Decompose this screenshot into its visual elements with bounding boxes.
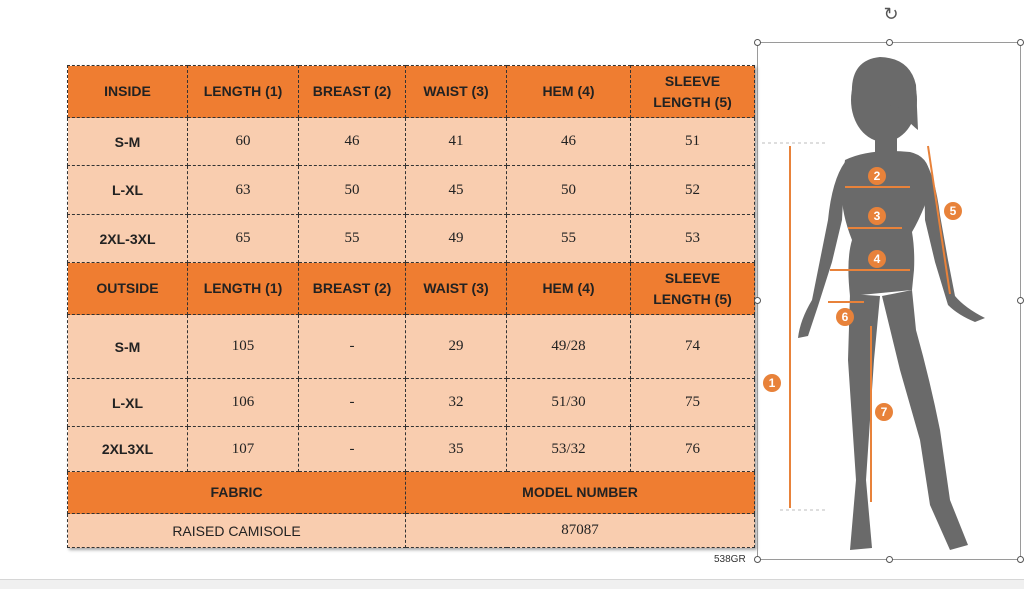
waist-value: 41 bbox=[406, 118, 507, 166]
marker-4-label: 4 bbox=[873, 252, 881, 266]
header-length: LENGTH (1) bbox=[188, 66, 299, 118]
hem-value: 46 bbox=[507, 118, 631, 166]
size-label: S-M bbox=[68, 118, 188, 166]
sleeve-value: 52 bbox=[631, 166, 755, 215]
body-measurement-figure bbox=[757, 0, 1024, 580]
header-sleeve-line1: SLEEVE bbox=[664, 269, 721, 286]
header-sleeve-line2: LENGTH (5) bbox=[653, 290, 732, 307]
inside-header-row bbox=[68, 66, 755, 118]
sleeve-value: 76 bbox=[631, 427, 755, 472]
waist-value: 45 bbox=[406, 166, 507, 215]
marker-2-label: 2 bbox=[873, 169, 881, 183]
header-sleeve-line2: LENGTH (5) bbox=[653, 93, 732, 110]
hem-value: 53/32 bbox=[507, 427, 631, 472]
marker-6-label: 6 bbox=[841, 310, 849, 324]
sleeve-value: 53 bbox=[631, 215, 755, 263]
length-value: 63 bbox=[188, 166, 299, 215]
breast-value: - bbox=[299, 315, 406, 379]
hem-value: 49/28 bbox=[507, 315, 631, 379]
fabric-value: RAISED CAMISOLE bbox=[68, 514, 406, 548]
marker-5-label: 5 bbox=[949, 204, 957, 218]
sleeve-value: 75 bbox=[631, 379, 755, 427]
marker-7-label: 7 bbox=[880, 405, 888, 419]
table-row bbox=[68, 215, 755, 263]
table-row bbox=[68, 166, 755, 215]
header-outside: OUTSIDE bbox=[68, 263, 188, 315]
hem-value: 55 bbox=[507, 215, 631, 263]
table-row bbox=[68, 118, 755, 166]
hem-value: 50 bbox=[507, 166, 631, 215]
waist-value: 49 bbox=[406, 215, 507, 263]
waist-value: 29 bbox=[406, 315, 507, 379]
header-hem: HEM (4) bbox=[507, 66, 631, 118]
length-value: 107 bbox=[188, 427, 299, 472]
rotate-handle-icon[interactable]: ↻ bbox=[883, 4, 899, 24]
outside-header-row bbox=[68, 263, 755, 315]
length-value: 65 bbox=[188, 215, 299, 263]
length-value: 105 bbox=[188, 315, 299, 379]
header-waist: WAIST (3) bbox=[406, 66, 507, 118]
hem-value: 51/30 bbox=[507, 379, 631, 427]
silhouette-icon bbox=[798, 57, 985, 550]
header-inside: INSIDE bbox=[68, 66, 188, 118]
breast-value: - bbox=[299, 427, 406, 472]
waist-value: 35 bbox=[406, 427, 507, 472]
header-hem: HEM (4) bbox=[507, 263, 631, 315]
header-sleeve-length bbox=[631, 66, 755, 118]
header-sleeve-length bbox=[631, 263, 755, 315]
size-label: 2XL3XL bbox=[68, 427, 188, 472]
table-row bbox=[68, 379, 755, 427]
breast-value: 46 bbox=[299, 118, 406, 166]
slide-footer-bar bbox=[0, 580, 1024, 589]
size-label: L-XL bbox=[68, 166, 188, 215]
header-waist: WAIST (3) bbox=[406, 263, 507, 315]
sleeve-value: 74 bbox=[631, 315, 755, 379]
fabric-label: FABRIC bbox=[68, 472, 406, 514]
header-breast: BREAST (2) bbox=[299, 66, 406, 118]
table-row bbox=[68, 427, 755, 472]
table-row bbox=[68, 315, 755, 379]
measurement-guides bbox=[762, 143, 825, 510]
model-number-label: MODEL NUMBER bbox=[406, 472, 755, 514]
size-label: 2XL-3XL bbox=[68, 215, 188, 263]
waist-value: 32 bbox=[406, 379, 507, 427]
size-chart-table[interactable] bbox=[67, 65, 755, 548]
breast-value: 55 bbox=[299, 215, 406, 263]
product-code-label: 538GR bbox=[714, 554, 746, 565]
footer-value-row bbox=[68, 514, 755, 548]
marker-3-label: 3 bbox=[873, 209, 881, 223]
length-value: 106 bbox=[188, 379, 299, 427]
breast-value: 50 bbox=[299, 166, 406, 215]
marker-1-label: 1 bbox=[768, 376, 776, 390]
footer-header-row bbox=[68, 472, 755, 514]
breast-value: - bbox=[299, 379, 406, 427]
model-number-value: 87087 bbox=[406, 514, 755, 548]
header-breast: BREAST (2) bbox=[299, 263, 406, 315]
size-label: S-M bbox=[68, 315, 188, 379]
header-sleeve-line1: SLEEVE bbox=[664, 72, 721, 89]
length-value: 60 bbox=[188, 118, 299, 166]
sleeve-value: 51 bbox=[631, 118, 755, 166]
header-length: LENGTH (1) bbox=[188, 263, 299, 315]
size-label: L-XL bbox=[68, 379, 188, 427]
